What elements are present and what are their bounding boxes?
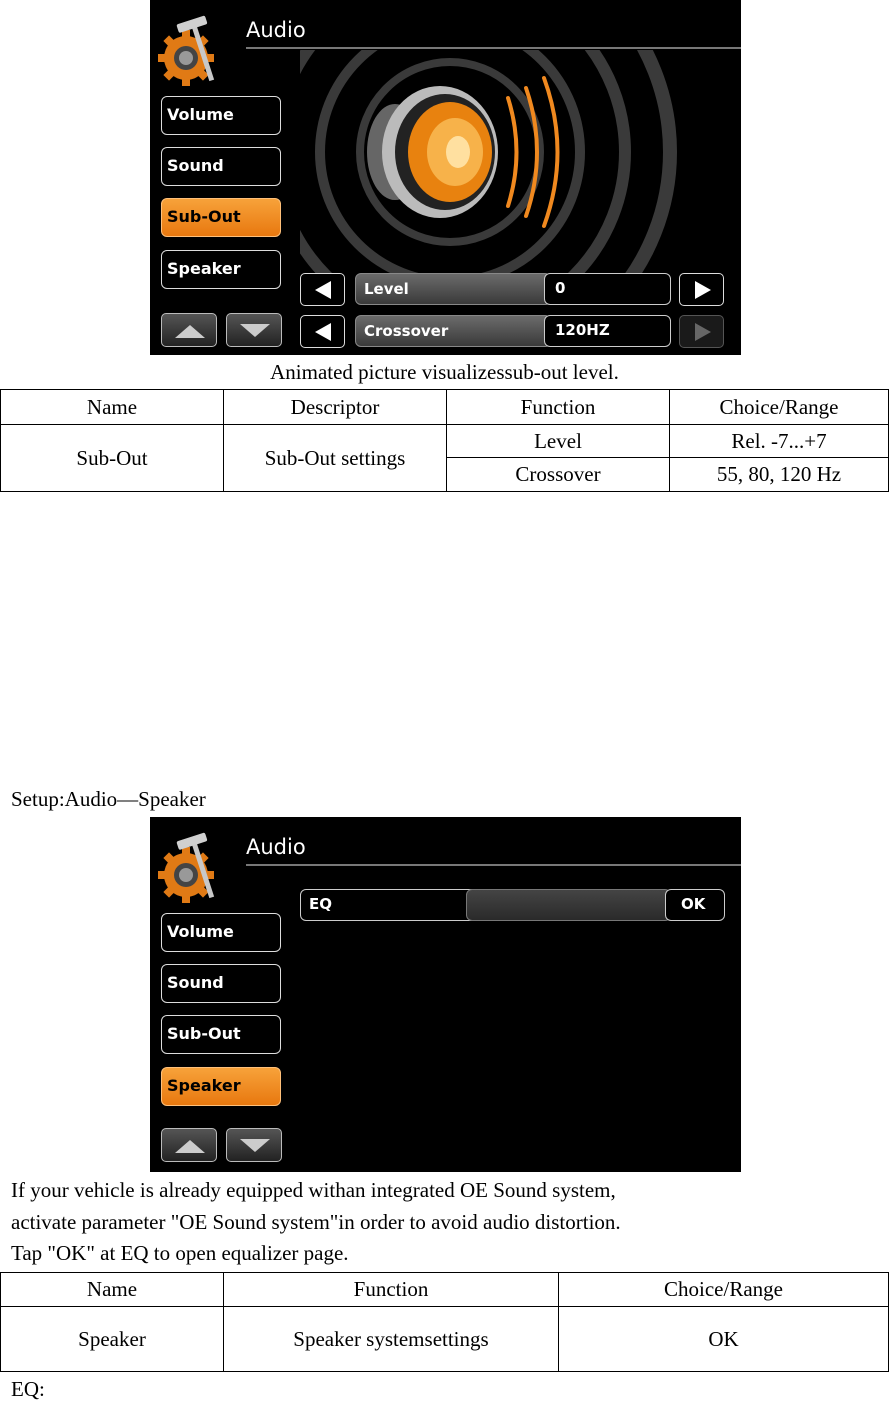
menu-subout-button[interactable]: Sub-Out [161,1015,281,1054]
up-arrow-icon [162,314,218,348]
menu-subout-button[interactable]: Sub-Out [161,198,281,237]
audio-subout-screenshot [150,0,741,355]
left-arrow-icon [301,316,346,349]
left-arrow-icon [301,274,346,307]
speaker-table [0,1272,889,1372]
table-cell-descriptor: Sub-Out settings [224,425,447,492]
table-header: Function [224,1273,559,1307]
subout-table [0,389,889,492]
level-label: Level [355,273,551,305]
settings-gear-icon [156,829,222,905]
title-divider [246,864,741,866]
crossover-increase-button[interactable] [679,315,724,348]
level-value: 0 [544,273,671,305]
screen-title: Audio [246,18,306,42]
table-cell-function: Level [447,425,670,458]
table-cell-range: Rel. -7...+7 [670,425,889,458]
screen-title: Audio [246,835,306,859]
down-arrow-icon [227,1129,283,1163]
scroll-down-button[interactable] [226,313,282,347]
menu-volume-button[interactable]: Volume [161,913,281,952]
body-paragraph: activate parameter "OE Sound system"in order to avoid audio distortion. [11,1210,621,1234]
figure-caption: Animated picture visualizessub-out level. [270,360,619,384]
table-header: Name [1,1273,224,1307]
menu-sound-button[interactable]: Sound [161,147,281,186]
table-cell-range: 55, 80, 120 Hz [670,458,889,492]
table-header: Descriptor [224,390,447,425]
table-cell-range: OK [559,1307,889,1372]
right-arrow-icon [680,274,725,307]
section-heading: Setup:Audio—Speaker [11,787,206,811]
table-header: Choice/Range [559,1273,889,1307]
body-paragraph: If your vehicle is already equipped withan integrated OE Sound system, [11,1178,616,1202]
scroll-up-button[interactable] [161,1128,217,1162]
crossover-value: 120HZ [544,315,671,347]
table-header: Choice/Range [670,390,889,425]
menu-sound-button[interactable]: Sound [161,964,281,1003]
table-header: Name [1,390,224,425]
table-cell-function: Speaker systemsettings [224,1307,559,1372]
settings-gear-icon [156,12,222,88]
table-cell-name: Sub-Out [1,425,224,492]
table-header: Function [447,390,670,425]
footer-label: EQ: [11,1377,45,1401]
menu-speaker-button[interactable]: Speaker [161,1067,281,1106]
speaker-icon [300,50,741,275]
down-arrow-icon [227,314,283,348]
audio-speaker-screenshot [150,817,741,1172]
eq-label: EQ [300,889,480,921]
table-cell-function: Crossover [447,458,670,492]
crossover-decrease-button[interactable] [300,315,345,348]
up-arrow-icon [162,1129,218,1163]
level-decrease-button[interactable] [300,273,345,306]
scroll-down-button[interactable] [226,1128,282,1162]
eq-value-field [466,889,671,921]
menu-speaker-button[interactable]: Speaker [161,250,281,289]
body-paragraph: Tap "OK" at EQ to open equalizer page. [11,1241,349,1265]
table-cell-name: Speaker [1,1307,224,1372]
eq-ok-button[interactable]: OK [665,889,725,921]
title-divider [246,47,741,49]
level-increase-button[interactable] [679,273,724,306]
crossover-label: Crossover [355,315,551,347]
scroll-up-button[interactable] [161,313,217,347]
menu-volume-button[interactable]: Volume [161,96,281,135]
right-arrow-icon [680,316,725,349]
